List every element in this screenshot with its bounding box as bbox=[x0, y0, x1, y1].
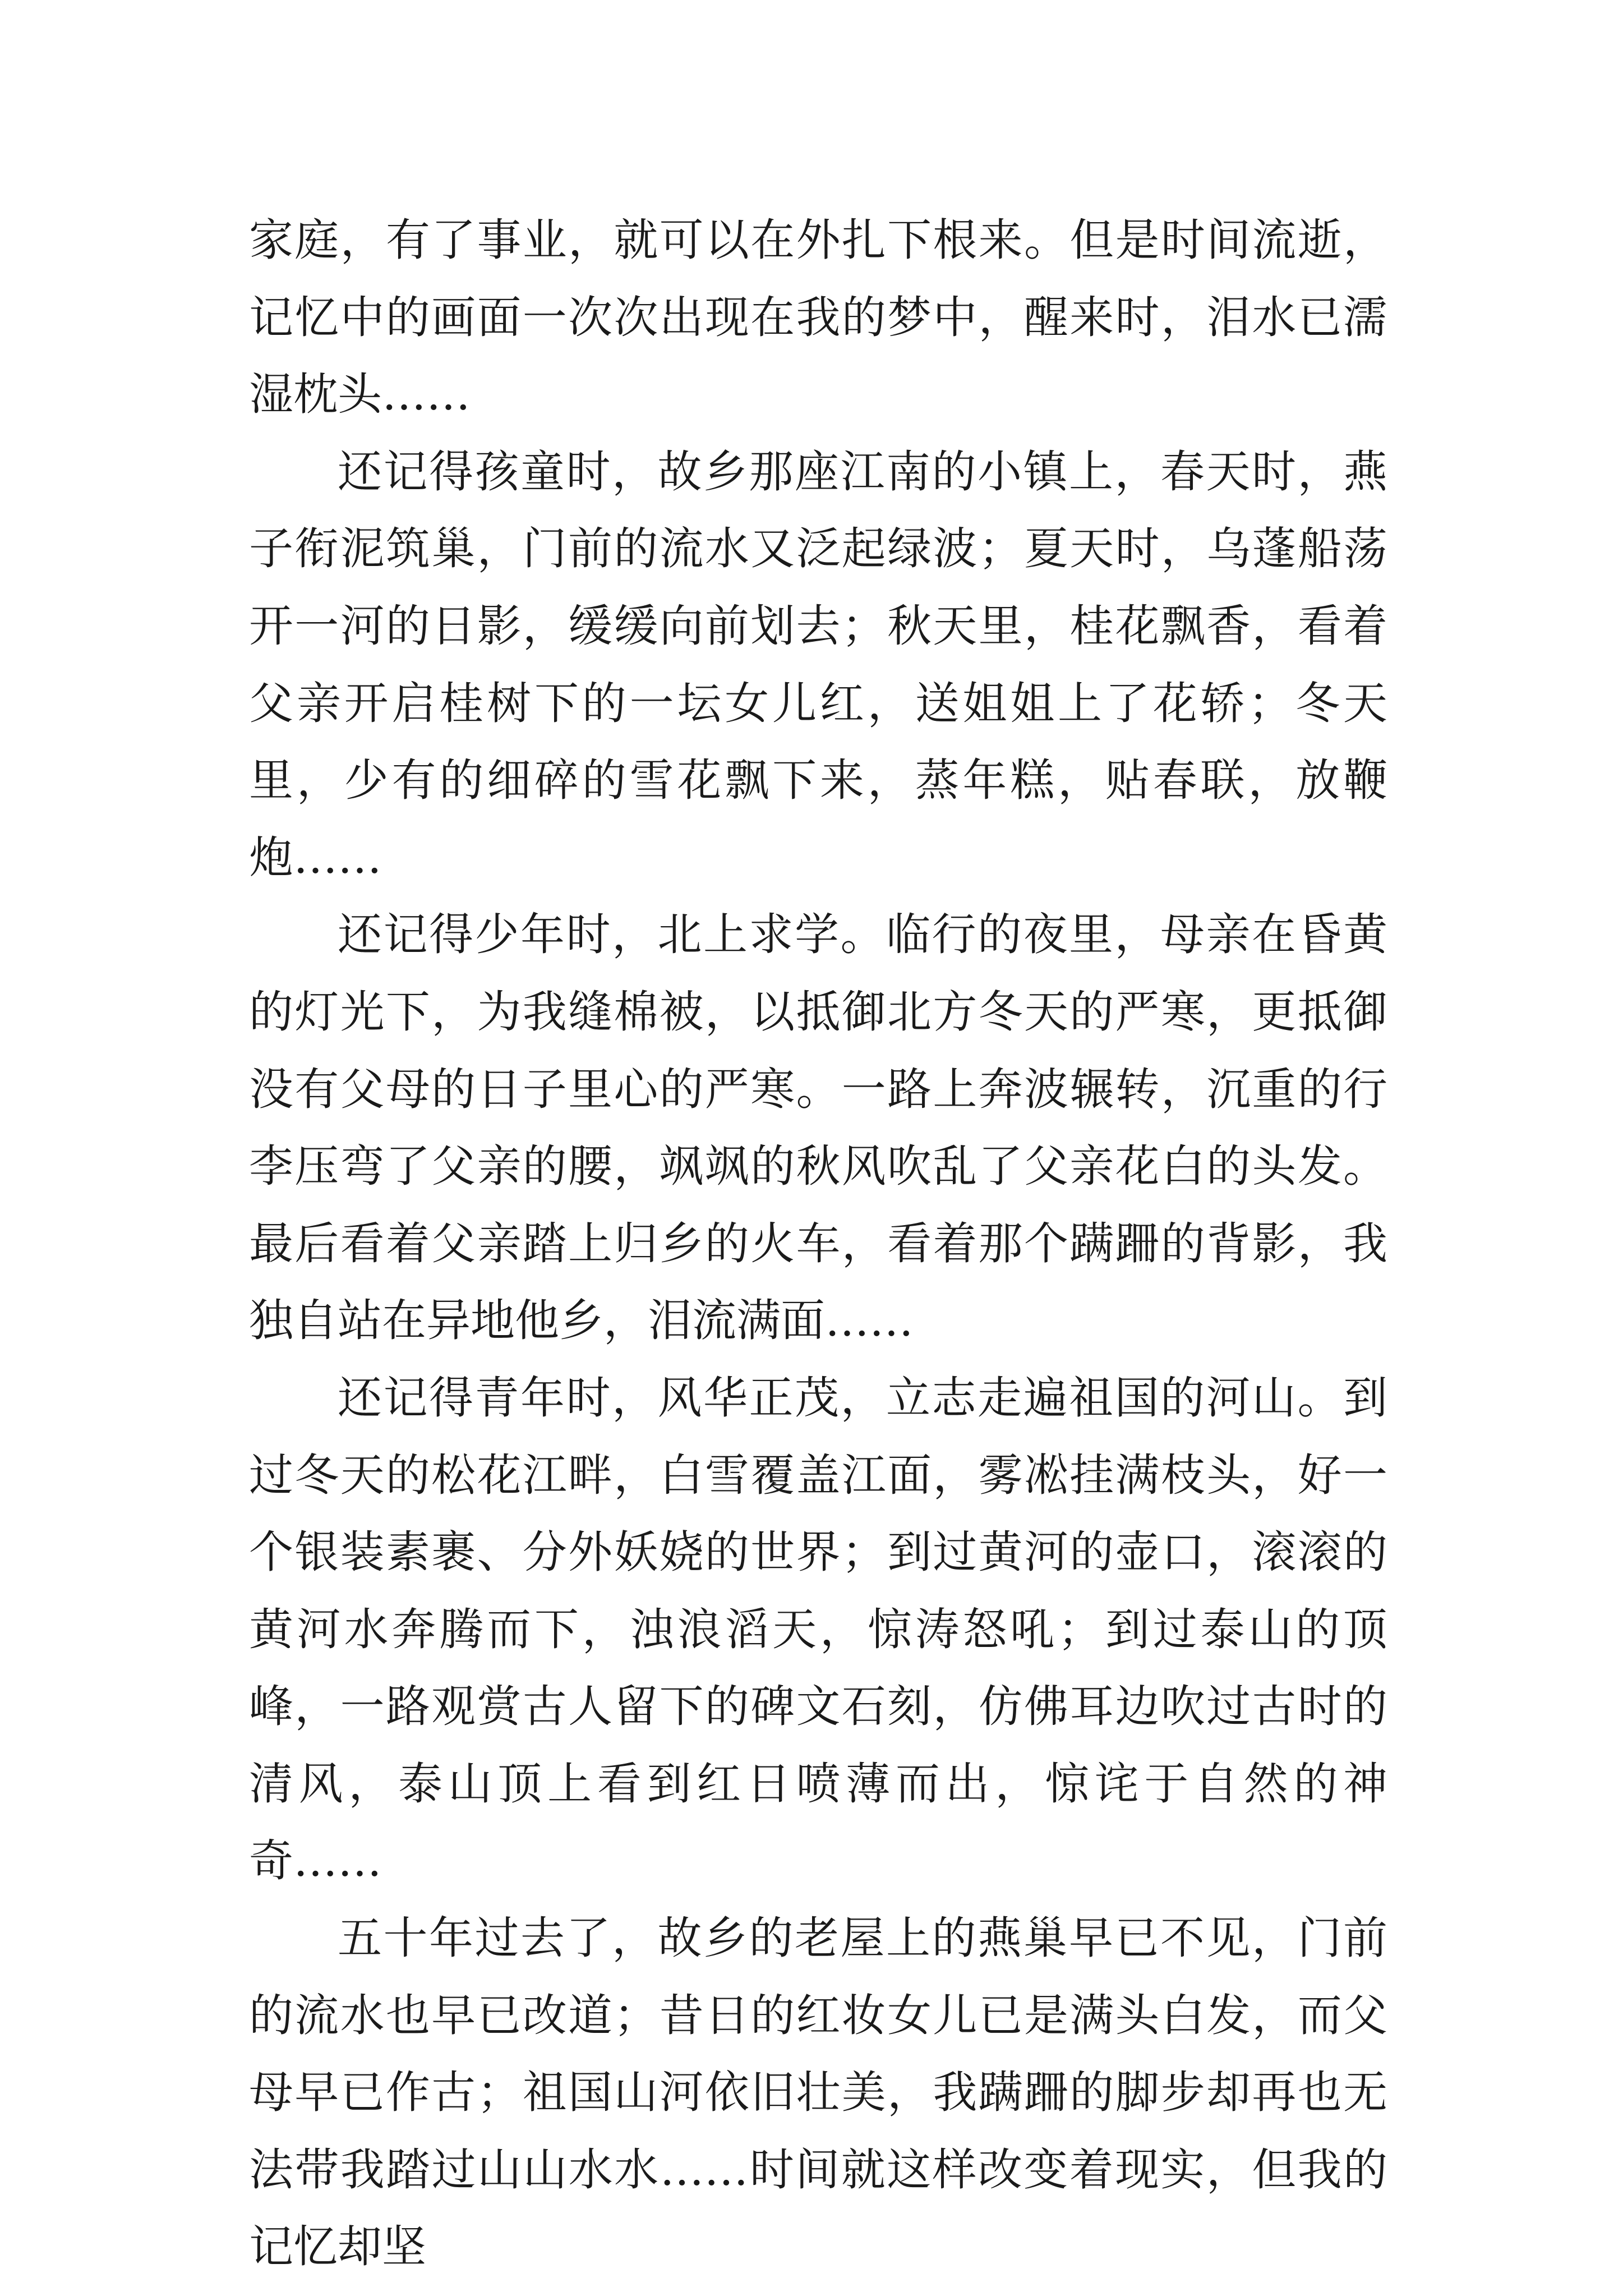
paragraph-5: 五十年过去了，故乡的老屋上的燕巢早已不见，门前的流水也早已改道；昔日的红妆女儿已是满头白发，而父母早已作古；祖国山河依旧壮美，我蹒跚的脚步却再也无法带我踏过山山水水……时间就这样改变着现实，但我的记忆却坚 bbox=[249, 1912, 1387, 2273]
paragraph-4: 还记得青年时，风华正茂，立志走遍祖国的河山。到过冬天的松花江畔，白雪覆盖江面，雾凇挂满枝头，好一个银装素裹、分外妖娆的世界；到过黄河的壶口，滚滚的黄河水奔腾而下，浊浪滔天，惊涛怒吼；到过泰山的顶峰，一路观赏古人留下的碑文石刻，仿佛耳边吹过古时的清风，泰山顶上看到红日喷薄而出，惊诧于自然的神奇…… bbox=[249, 1372, 1387, 1887]
paragraph-2: 还记得孩童时，故乡那座江南的小镇上，春天时，燕子衔泥筑巢，门前的流水又泛起绿波；夏天时，乌蓬船荡开一河的日影，缓缓向前划去；秋天里，桂花飘香，看着父亲开启桂树下的一坛女儿红，送姐姐上了花轿；冬天里，少有的细碎的雪花飘下来，蒸年糕，贴春联，放鞭炮…… bbox=[249, 445, 1387, 884]
paragraph-3: 还记得少年时，北上求学。临行的夜里，母亲在昏黄的灯光下，为我缝棉被，以抵御北方冬天的严寒，更抵御没有父母的日子里心的严寒。一路上奔波辗转，沉重的行李压弯了父亲的腰，飒飒的秋风吹乱了父亲花白的头发。最后看着父亲踏上归乡的火车，看着那个蹒跚的背影，我独自站在异地他乡，泪流满面…… bbox=[249, 909, 1387, 1347]
paragraph-1: 家庭，有了事业，就可以在外扎下根来。但是时间流逝，记忆中的画面一次次出现在我的梦中，醒来时，泪水已濡湿枕头…… bbox=[249, 214, 1387, 421]
body-text bbox=[249, 202, 1387, 2286]
